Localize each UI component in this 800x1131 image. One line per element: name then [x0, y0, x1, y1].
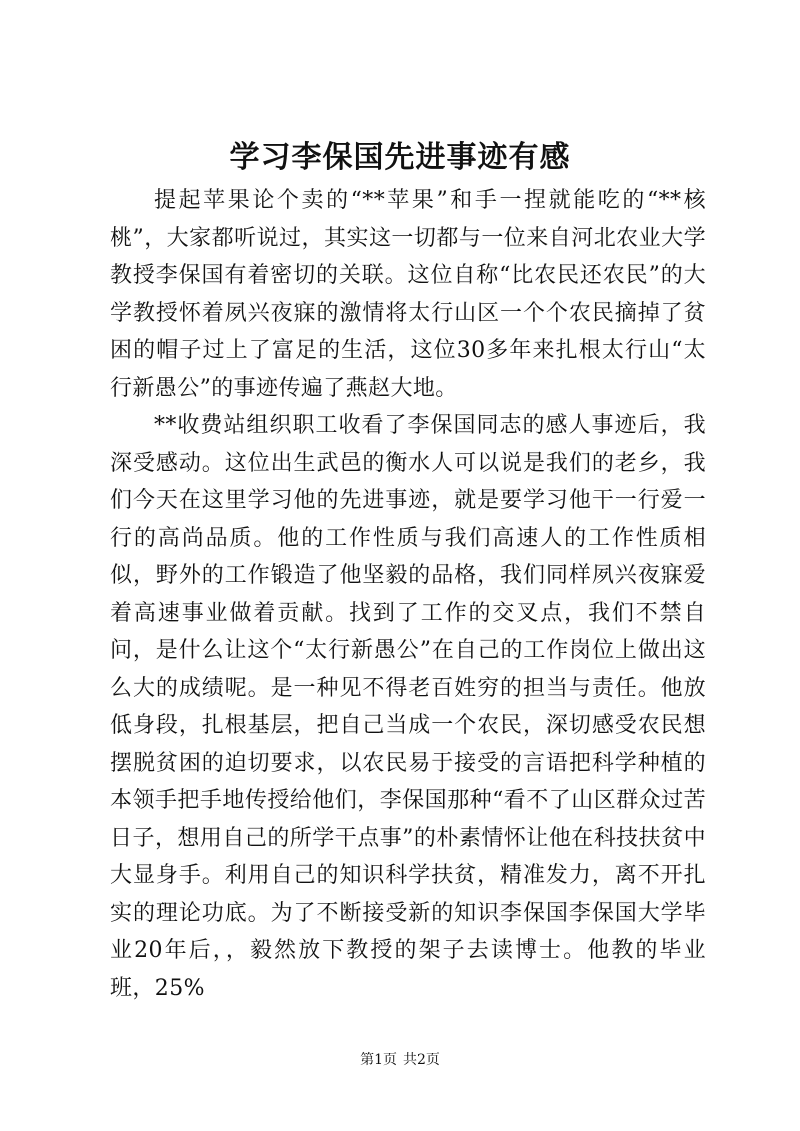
paragraph-2: **收费站组织职工收看了李保国同志的感人事迹后，我深受感动。这位出生武邑的衡水人可以说是我们的老乡，我们今天在这里学习他的先进事迹，就是要学习他干一行爱一行的高尚品质。他的工作性质与我们高速人的工作性质相似，野外的工作锻造了他坚毅的品格，我们同样夙兴夜寐爱着高速事业做着贡献。找到了工作的交叉点，我们不禁自问，是什么让这个“太行新愚公”在自己的工作岗位上做出这么大的成绩呢。是一种见不得老百姓穷的担当与责任。他放低身段，扎根基层，把自己当成一个农民，深切感受农民想摆脱贫困的迫切要求，以农民易于接受的言语把科学种植的本领手把手地传授给他们，李保国那种“看不了山区群众过苦日子，想用自己的所学干点事”的朴素情怀让他在科技扶贫中大显身手。利用自己的知识科学扶贫，精准发力，离不开扎实的理论功底。为了不断接受新的知识李保国李保国大学毕业20年后，，毅然放下教授的架子去读博士。他教的毕业班，25% — [110, 413, 706, 1001]
paragraph-1: 提起苹果论个卖的“**苹果”和手一捏就能吃的“**核桃”，大家都听说过，其实这一切都与一位来自河北农业大学教授李保国有着密切的关联。这位自称“比农民还农民”的大学教授怀着夙兴夜寐的激情将太行山区一个个农民摘掉了贫困的帽子过上了富足的生活，这位30多年来扎根太行山“太行新愚公”的事迹传遍了燕赵大地。 — [110, 188, 706, 401]
page-total: 共2页 — [403, 1052, 440, 1068]
page-number: 第1页 — [360, 1052, 397, 1068]
page-footer — [0, 1050, 800, 1070]
document-title: 学习李保国先进事迹有感 — [229, 140, 571, 175]
document-body — [110, 182, 706, 1007]
